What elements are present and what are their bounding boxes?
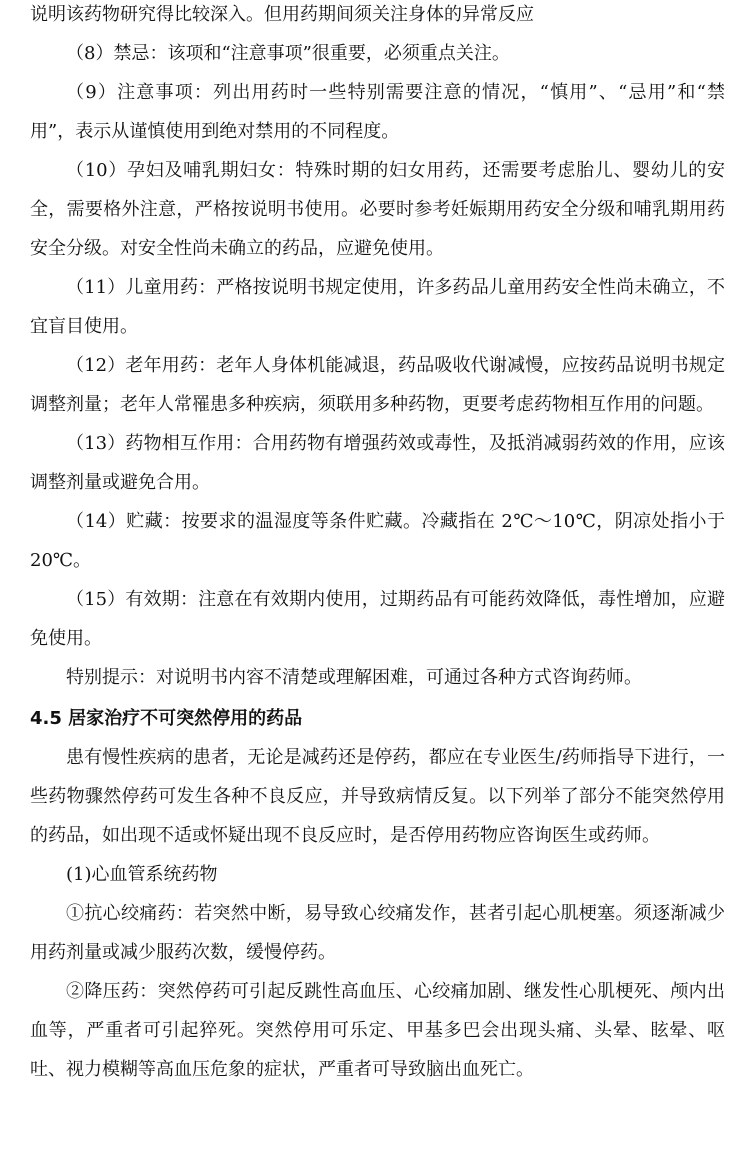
paragraph-contraindications: （8）禁忌：该项和“注意事项”很重要，必须重点关注。 bbox=[66, 43, 510, 64]
paragraph-children: （11）儿童用药：严格按说明书规定使用，许多药品儿童用药安全性尚未确立，不宜盲目使用。 bbox=[30, 277, 725, 337]
paragraph-storage: （14）贮藏：按要求的温湿度等条件贮藏。冷藏指在 2℃～10℃，阴凉处指小于 20℃。 bbox=[30, 511, 725, 571]
section-intro: 患有慢性疾病的患者，无论是减药还是停药，都应在专业医生/药师指导下进行，一些药物骤然停药可发生各种不良反应，并导致病情反复。以下列举了部分不能突然停用的药品，如出现不适或怀疑出现不良反应时，是否停用药物应咨询医生或药师。 bbox=[30, 747, 725, 846]
section-heading: 4.5 居家治疗不可突然停用的药品 bbox=[30, 708, 303, 729]
paragraph-precautions: （9）注意事项：列出用药时一些特别需要注意的情况，“慎用”、“忌用”和“禁用”，表示从谨慎使用到绝对禁用的不同程度。 bbox=[30, 82, 725, 142]
section-antihypertensive: ②降压药：突然停药可引起反跳性高血压、心绞痛加剧、继发性心肌梗死、颅内出血等，严重者可引起猝死。突然停用可乐定、甲基多巴会出现头痛、头晕、眩晕、呕吐、视力模糊等高血压危象的症状，严重者可导致脑出血死亡。 bbox=[30, 981, 725, 1080]
paragraph-pregnancy: （10）孕妇及哺乳期妇女：特殊时期的妇女用药，还需要考虑胎儿、婴幼儿的安全，需要格外注意，严格按说明书使用。必要时参考妊娠期用药安全分级和哺乳期用药安全分级。对安全性尚未确立的药品，应避免使用。 bbox=[30, 160, 725, 259]
paragraph-interactions: （13）药物相互作用：合用药物有增强药效或毒性，及抵消减弱药效的作用，应该调整剂量或避免合用。 bbox=[30, 433, 725, 493]
paragraph-special-tip: 特别提示：对说明书内容不清楚或理解困难，可通过各种方式咨询药师。 bbox=[66, 667, 642, 688]
section-antianginal: ①抗心绞痛药：若突然中断，易导致心绞痛发作，甚者引起心肌梗塞。须逐渐减少用药剂量或减少服药次数，缓慢停药。 bbox=[30, 903, 725, 963]
paragraph-elderly: （12）老年用药：老年人身体机能减退，药品吸收代谢减慢，应按药品说明书规定调整剂量；老年人常罹患多种疾病，须联用多种药物，更要考虑药物相互作用的问题。 bbox=[30, 355, 725, 415]
section-cardiovascular: (1)心血管系统药物 bbox=[66, 864, 218, 885]
paragraph-expiry: （15）有效期：注意在有效期内使用，过期药品有可能药效降低，毒性增加，应避免使用。 bbox=[30, 589, 725, 649]
document-page bbox=[30, 0, 725, 1089]
paragraph-intro: 说明该药物研究得比较深入。但用药期间须关注身体的异常反应 bbox=[30, 4, 534, 25]
